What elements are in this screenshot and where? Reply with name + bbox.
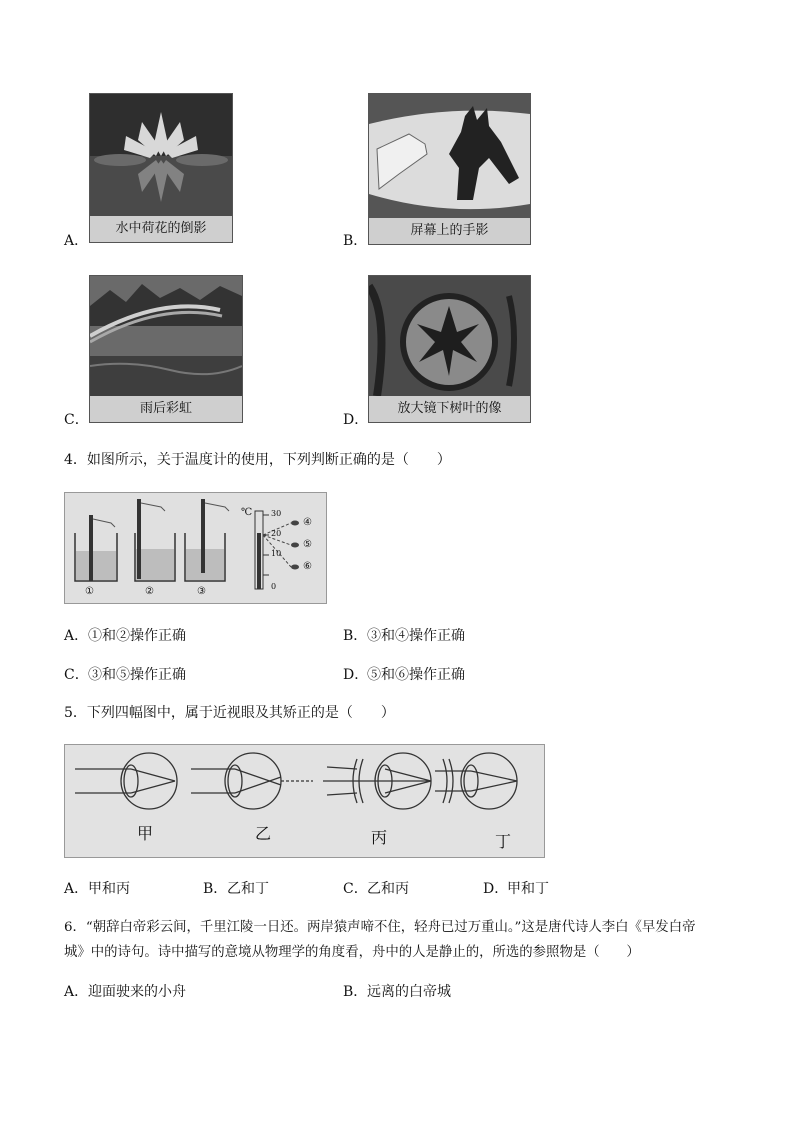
diagram-label: 乙 (255, 824, 272, 843)
scale-tick: 10 (271, 549, 282, 558)
unit-label: ℃ (241, 507, 253, 518)
beaker-label: ① (85, 586, 94, 597)
option-text: 甲和丁 (507, 881, 549, 897)
photo-caption: 屏幕上的手影 (369, 218, 530, 244)
beaker-label: ③ (197, 586, 206, 597)
eye-label: ⑤ (303, 539, 312, 550)
option-text: 迎面驶来的小舟 (88, 984, 186, 1000)
option-text: ⑤和⑥操作正确 (367, 667, 465, 683)
option-letter: A． (64, 628, 89, 644)
option-text: 乙和丁 (227, 881, 269, 897)
hand-shadow-icon (369, 94, 530, 218)
option-letter: A． (64, 881, 89, 897)
option-text: ①和②操作正确 (88, 628, 186, 644)
rainbow-photo (89, 275, 243, 423)
eye-label: ⑥ (303, 561, 312, 572)
eye-label: ④ (303, 517, 312, 528)
option-letter: C． (343, 881, 368, 897)
scale-tick: 30 (271, 509, 282, 518)
option-letter: B． (343, 984, 368, 1000)
option-letter: A． (64, 233, 89, 249)
option-text: ③和⑤操作正确 (88, 667, 186, 683)
option-text: ③和④操作正确 (367, 628, 465, 644)
photo-caption: 雨后彩虹 (90, 396, 242, 422)
q6-stem-line1: 6．“朝辞白帝彩云间，千里江陵一日还。两岸猿声啼不住，轻舟已过万重山。”这是唐代诗人李白《早发白帝 (64, 920, 696, 935)
diagram-label: 丙 (371, 828, 388, 847)
option-text: 乙和丙 (367, 881, 409, 897)
option-letter: C． (64, 667, 89, 683)
q4-stem: 4．如图所示，关于温度计的使用，下列判断正确的是（ ） (64, 452, 451, 468)
rainbow-icon (90, 276, 242, 396)
thermometer-figure (64, 492, 327, 604)
scale-tick: 20 (271, 529, 282, 538)
q5-stem: 5．下列四幅图中，属于近视眼及其矫正的是（ ） (64, 705, 395, 721)
lotus-flower-icon (90, 94, 232, 216)
magnifier-leaf-photo (368, 275, 531, 423)
option-letter: D． (483, 881, 509, 897)
photo-caption: 放大镜下树叶的像 (369, 396, 530, 422)
option-text: 甲和丙 (88, 881, 130, 897)
option-letter: B． (343, 233, 368, 249)
eye-diagram-figure (64, 744, 545, 858)
q6-stem-line2: 城》中的诗句。诗中描写的意境从物理学的角度看，舟中的人是静止的，所选的参照物是（ ） (64, 945, 640, 960)
option-letter: A． (64, 984, 89, 1000)
option-letter: C． (64, 412, 89, 428)
diagram-label: 甲 (137, 824, 154, 843)
option-letter: D． (343, 412, 369, 428)
beaker-label: ② (145, 586, 154, 597)
lotus-reflection-photo (89, 93, 233, 243)
scale-tick: 0 (271, 582, 277, 591)
hand-shadow-photo (368, 93, 531, 245)
magnifier-icon (369, 276, 530, 396)
option-letter: D． (343, 667, 369, 683)
diagram-label: 丁 (495, 832, 512, 851)
option-letter: B． (343, 628, 368, 644)
thermometer-diagram-icon (65, 493, 326, 603)
option-letter: B． (203, 881, 228, 897)
option-text: 远离的白帝城 (367, 984, 451, 1000)
photo-caption: 水中荷花的倒影 (90, 216, 232, 242)
